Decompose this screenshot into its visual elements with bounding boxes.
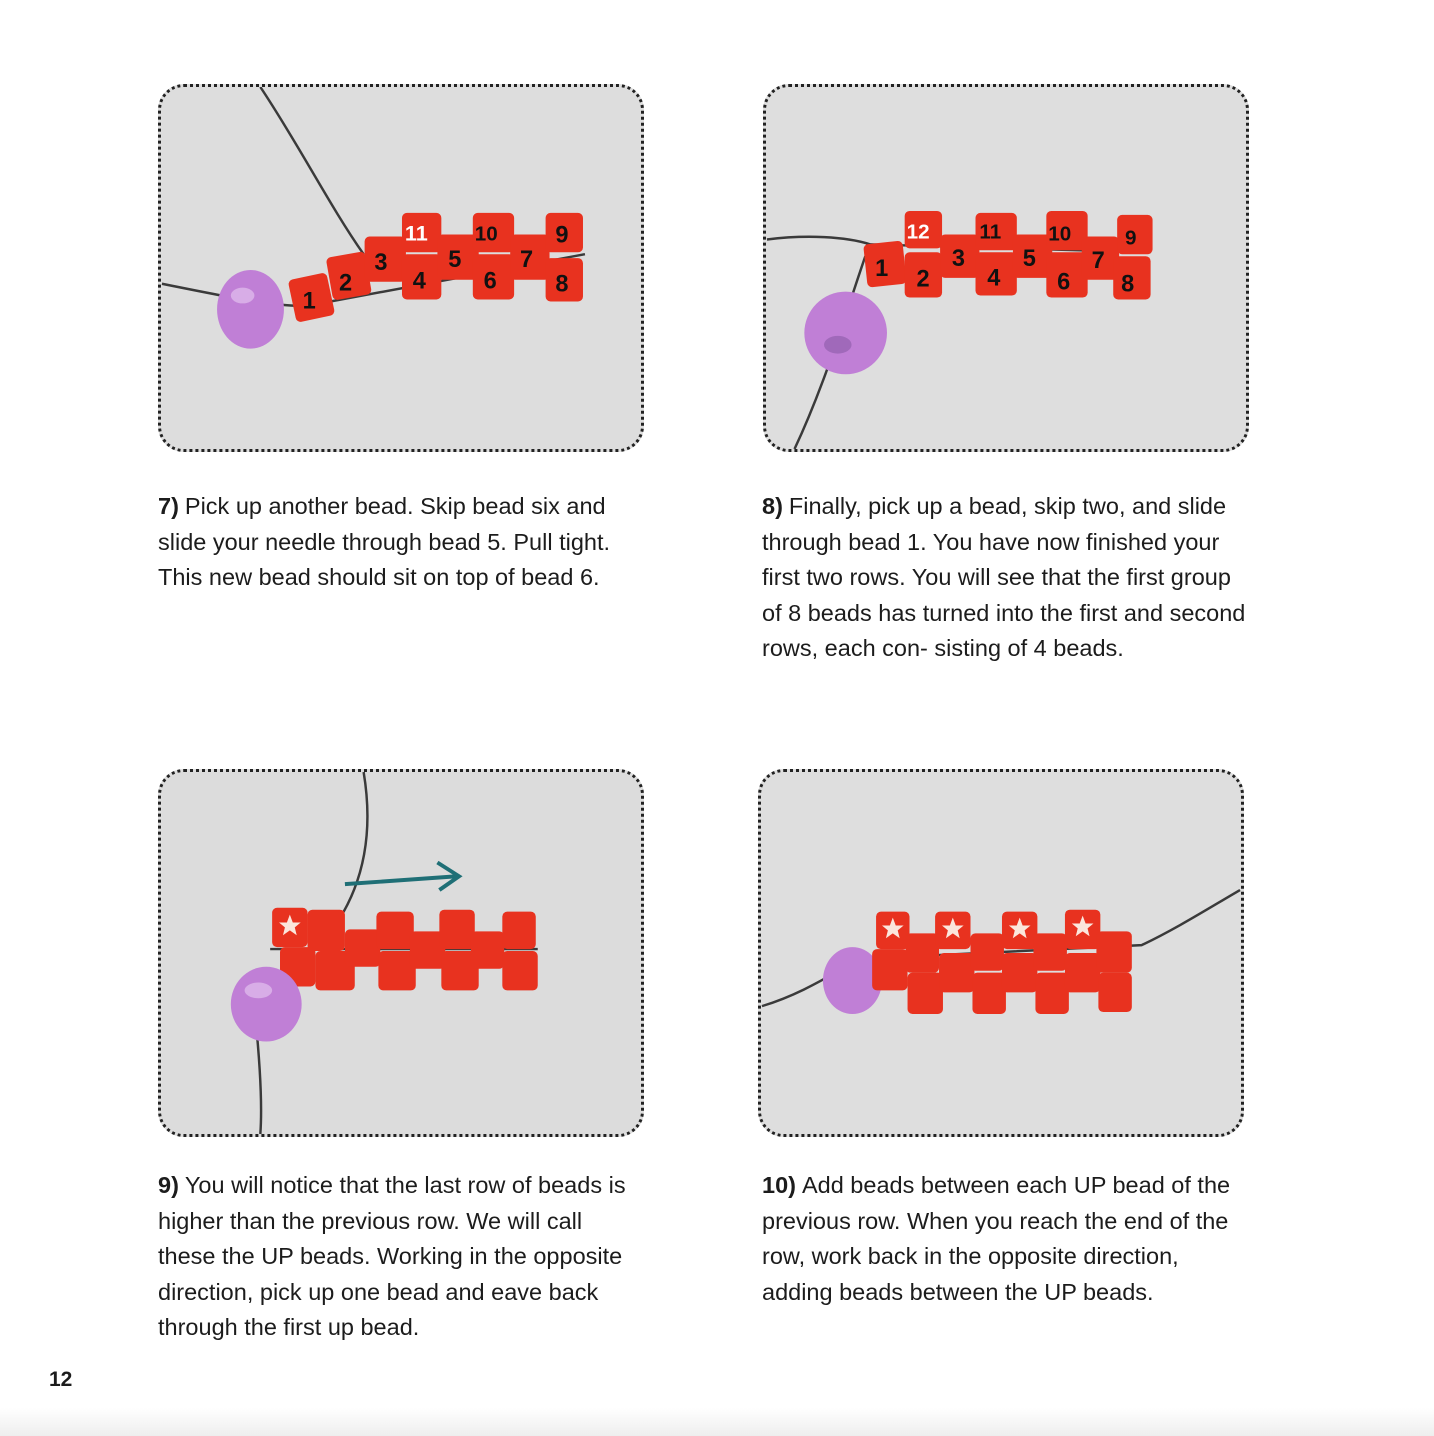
- bead-label-highlight: 11: [404, 220, 428, 246]
- stopper-bead: [231, 967, 302, 1042]
- bead-label: 4: [987, 265, 1001, 292]
- bead: [439, 910, 474, 949]
- step-8-caption: [762, 489, 1246, 667]
- step-8-illustration: [766, 87, 1246, 449]
- bead: [1065, 953, 1100, 992]
- bead-label: 9: [555, 222, 569, 249]
- step-10-text: Add beads between each UP bead of the previous row. When you reach the end of the row, work back in the opposite direction, adding beads between the UP beads.: [762, 1172, 1231, 1305]
- bead-label: 10: [474, 222, 498, 246]
- bead-label: 8: [555, 271, 569, 298]
- bead: [502, 951, 537, 990]
- bead-label: 6: [483, 268, 497, 295]
- step-8-text: Finally, pick up a bead, skip two, and slide through bead 1. You have now finished your first two rows. You will see that the first group of 8 beads has turned into the first and second rows, each con- sisting of 4 beads.: [762, 493, 1246, 661]
- bead: [1033, 933, 1066, 970]
- bead: [939, 953, 974, 992]
- bead-label: 11: [979, 220, 1002, 244]
- step-7-illustration: [161, 87, 641, 449]
- bead-label: 3: [374, 249, 388, 276]
- bead: [1096, 931, 1131, 972]
- bead: [972, 973, 1005, 1014]
- bead-label: 8: [1121, 271, 1135, 298]
- bead: [908, 973, 943, 1014]
- bead-label: 2: [916, 266, 930, 293]
- step-9-text: You will notice that the last row of beads is higher than the previous row. We will call these the UP beads. Working in the opposite direction, pick up one bead and eave back through the first up bead.: [158, 1172, 626, 1340]
- bead: [971, 933, 1004, 970]
- step-9-caption: [158, 1168, 642, 1346]
- page-edge-shadow: [0, 1408, 1434, 1436]
- step-7-number: 7): [158, 493, 179, 519]
- step-7-caption: [158, 489, 648, 596]
- step-8-number: 8): [762, 493, 783, 519]
- step-10-photo: [758, 769, 1244, 1137]
- bead: [308, 910, 345, 951]
- bead: [872, 949, 907, 990]
- page-number: 12: [49, 1368, 73, 1391]
- step-10-caption: [762, 1168, 1246, 1310]
- step-7-text: Pick up another bead. Skip bead six and slide your needle through bead 5. Pull tight. This new bead should sit on top of bead 6.: [158, 493, 611, 590]
- bead-label: 2: [339, 270, 353, 297]
- step-9-photo: [158, 769, 644, 1137]
- bead: [471, 931, 504, 968]
- step-9-number: 9): [158, 1172, 179, 1198]
- bead-label-highlight: 12: [906, 220, 930, 244]
- bead-label: 9: [1125, 226, 1137, 250]
- bead-label: 1: [302, 288, 316, 315]
- step-7-photo: [158, 84, 644, 452]
- bead: [376, 912, 413, 949]
- step-8-photo: [763, 84, 1249, 452]
- bead-label: 7: [520, 247, 534, 274]
- bead: [1035, 973, 1068, 1014]
- bead-label: 1: [875, 255, 889, 282]
- step-10-illustration: [761, 772, 1241, 1134]
- bead-label: 10: [1048, 222, 1072, 246]
- step-10-number: 10): [762, 1172, 796, 1198]
- stopper-bead: [804, 292, 887, 375]
- bead-label: 7: [1091, 248, 1105, 274]
- bead-label: 5: [1022, 246, 1036, 273]
- bead: [906, 933, 939, 972]
- bead-label: 5: [448, 247, 462, 274]
- bead-label: 4: [412, 268, 426, 295]
- bead: [345, 929, 380, 966]
- step-9-illustration: [161, 772, 641, 1134]
- bead-label: 3: [951, 246, 966, 273]
- stopper-bead: [217, 270, 284, 349]
- bead-label: 6: [1057, 269, 1071, 296]
- bead: [502, 912, 535, 949]
- bead: [1002, 953, 1037, 992]
- bead: [1098, 973, 1131, 1012]
